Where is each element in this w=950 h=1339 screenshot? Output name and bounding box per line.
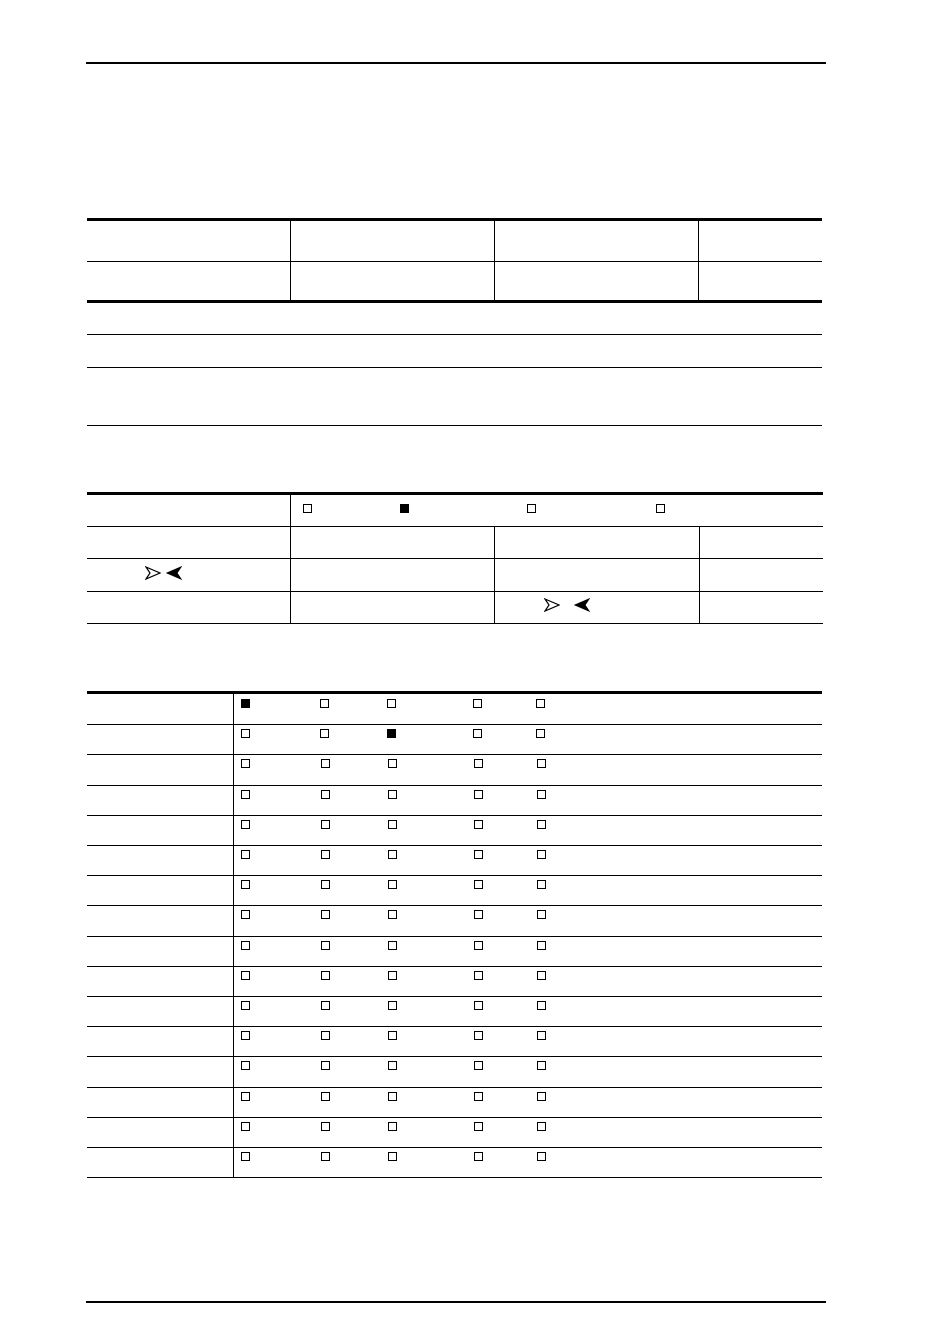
row-checkbox[interactable]: [241, 1152, 250, 1161]
row-checkbox[interactable]: [388, 820, 397, 829]
row-checkbox[interactable]: [473, 699, 482, 708]
row-checkbox[interactable]: [474, 790, 483, 799]
table-3-top-rule: [87, 691, 822, 694]
row-checkbox[interactable]: [388, 1001, 397, 1010]
row-checkbox[interactable]: [388, 1061, 397, 1070]
arrow-left-icon: [574, 598, 590, 612]
header-checkbox[interactable]: [527, 504, 536, 513]
row-checkbox[interactable]: [388, 1031, 397, 1040]
table-3-row-rule: [87, 754, 822, 755]
row-checkbox[interactable]: [321, 1031, 330, 1040]
row-checkbox[interactable]: [241, 820, 250, 829]
arrow-left-icon: [166, 566, 182, 580]
row-checkbox[interactable]: [474, 1092, 483, 1101]
row-checkbox[interactable]: [241, 790, 250, 799]
table-2-col-divider: [699, 527, 700, 623]
table-3-row-rule: [87, 845, 822, 846]
row-checkbox[interactable]: [321, 1152, 330, 1161]
page-footer-rule: [86, 1301, 826, 1303]
row-checkbox[interactable]: [241, 729, 250, 738]
row-checkbox[interactable]: [537, 910, 546, 919]
table-2-row-rule: [87, 558, 823, 559]
table-3-row-rule: [87, 966, 822, 967]
table-2-col-divider: [290, 495, 291, 623]
row-checkbox[interactable]: [320, 729, 329, 738]
row-checkbox[interactable]: [474, 1061, 483, 1070]
row-checkbox[interactable]: [241, 880, 250, 889]
row-checkbox[interactable]: [474, 1031, 483, 1040]
header-checkbox[interactable]: [303, 504, 312, 513]
table-3-row-rule: [87, 785, 822, 786]
row-checkbox[interactable]: [537, 820, 546, 829]
row-checkbox[interactable]: [474, 971, 483, 980]
table-1-col-divider: [698, 221, 699, 300]
row-checkbox[interactable]: [536, 699, 545, 708]
arrow-right-icon: [145, 566, 161, 580]
header-checkbox[interactable]: [656, 504, 665, 513]
row-checkbox[interactable]: [388, 971, 397, 980]
row-checkbox[interactable]: [321, 941, 330, 950]
row-checkbox[interactable]: [388, 880, 397, 889]
table-2-bottom-rule: [87, 623, 823, 624]
table-1-col-divider: [494, 221, 495, 300]
row-checkbox[interactable]: [388, 941, 397, 950]
row-checkbox[interactable]: [321, 820, 330, 829]
row-checkbox[interactable]: [388, 759, 397, 768]
row-checkbox[interactable]: [241, 941, 250, 950]
row-checkbox[interactable]: [321, 850, 330, 859]
row-checkbox[interactable]: [321, 1001, 330, 1010]
header-checkbox-checked[interactable]: [400, 504, 409, 513]
row-checkbox-checked[interactable]: [387, 729, 396, 738]
table-3-row-rule: [87, 1056, 822, 1057]
note-rule: [87, 367, 822, 368]
row-checkbox[interactable]: [241, 971, 250, 980]
row-checkbox[interactable]: [388, 1092, 397, 1101]
table-1-top-rule: [87, 218, 822, 221]
arrow-right-icon: [544, 598, 560, 612]
row-checkbox[interactable]: [321, 880, 330, 889]
row-checkbox[interactable]: [474, 850, 483, 859]
row-checkbox[interactable]: [241, 1122, 250, 1131]
row-checkbox[interactable]: [474, 880, 483, 889]
note-rule: [87, 334, 822, 335]
row-checkbox[interactable]: [474, 759, 483, 768]
row-checkbox[interactable]: [537, 850, 546, 859]
table-3-row-rule: [87, 1147, 822, 1148]
row-checkbox[interactable]: [474, 941, 483, 950]
table-2-top-rule: [87, 492, 823, 495]
row-checkbox[interactable]: [321, 971, 330, 980]
row-checkbox[interactable]: [537, 759, 546, 768]
row-checkbox[interactable]: [321, 759, 330, 768]
row-checkbox[interactable]: [537, 1152, 546, 1161]
row-checkbox[interactable]: [388, 1122, 397, 1131]
row-checkbox[interactable]: [537, 1092, 546, 1101]
table-3-row-rule: [87, 815, 822, 816]
row-checkbox[interactable]: [320, 699, 329, 708]
row-checkbox[interactable]: [387, 699, 396, 708]
row-checkbox-checked[interactable]: [241, 699, 250, 708]
row-checkbox[interactable]: [241, 1001, 250, 1010]
row-checkbox[interactable]: [241, 850, 250, 859]
table-2-col-divider: [494, 527, 495, 623]
row-checkbox[interactable]: [537, 1001, 546, 1010]
table-1-col-divider: [290, 221, 291, 300]
row-checkbox[interactable]: [241, 759, 250, 768]
row-checkbox[interactable]: [537, 1122, 546, 1131]
row-checkbox[interactable]: [321, 790, 330, 799]
row-checkbox[interactable]: [241, 1092, 250, 1101]
row-checkbox[interactable]: [537, 790, 546, 799]
row-checkbox[interactable]: [474, 1001, 483, 1010]
table-3-row-rule: [87, 996, 822, 997]
table-3-row-rule: [87, 1117, 822, 1118]
row-checkbox[interactable]: [537, 971, 546, 980]
row-checkbox[interactable]: [473, 729, 482, 738]
row-checkbox[interactable]: [474, 1152, 483, 1161]
row-checkbox[interactable]: [474, 910, 483, 919]
table-3-row-rule: [87, 936, 822, 937]
row-checkbox[interactable]: [537, 1061, 546, 1070]
table-2-row-rule: [87, 526, 823, 527]
table-3-row-rule: [87, 1177, 822, 1178]
row-checkbox[interactable]: [388, 850, 397, 859]
row-checkbox[interactable]: [474, 820, 483, 829]
row-checkbox[interactable]: [474, 1122, 483, 1131]
row-checkbox[interactable]: [536, 729, 545, 738]
table-1-mid-rule: [87, 261, 822, 262]
note-rule: [87, 425, 822, 426]
row-checkbox[interactable]: [537, 880, 546, 889]
table-3-row-rule: [87, 724, 822, 725]
row-checkbox[interactable]: [241, 1031, 250, 1040]
row-checkbox[interactable]: [388, 910, 397, 919]
row-checkbox[interactable]: [537, 1031, 546, 1040]
row-checkbox[interactable]: [321, 1092, 330, 1101]
page-header-rule: [86, 62, 826, 64]
row-checkbox[interactable]: [241, 1061, 250, 1070]
row-checkbox[interactable]: [537, 941, 546, 950]
table-3-row-rule: [87, 1087, 822, 1088]
row-checkbox[interactable]: [321, 1061, 330, 1070]
row-checkbox[interactable]: [388, 790, 397, 799]
row-checkbox[interactable]: [321, 1122, 330, 1131]
table-2-row-rule: [87, 591, 823, 592]
row-checkbox[interactable]: [241, 910, 250, 919]
table-3-row-rule: [87, 905, 822, 906]
row-checkbox[interactable]: [388, 1152, 397, 1161]
table-1-bottom-rule: [87, 300, 822, 303]
row-checkbox[interactable]: [321, 910, 330, 919]
table-3-row-rule: [87, 875, 822, 876]
table-3-row-rule: [87, 1026, 822, 1027]
